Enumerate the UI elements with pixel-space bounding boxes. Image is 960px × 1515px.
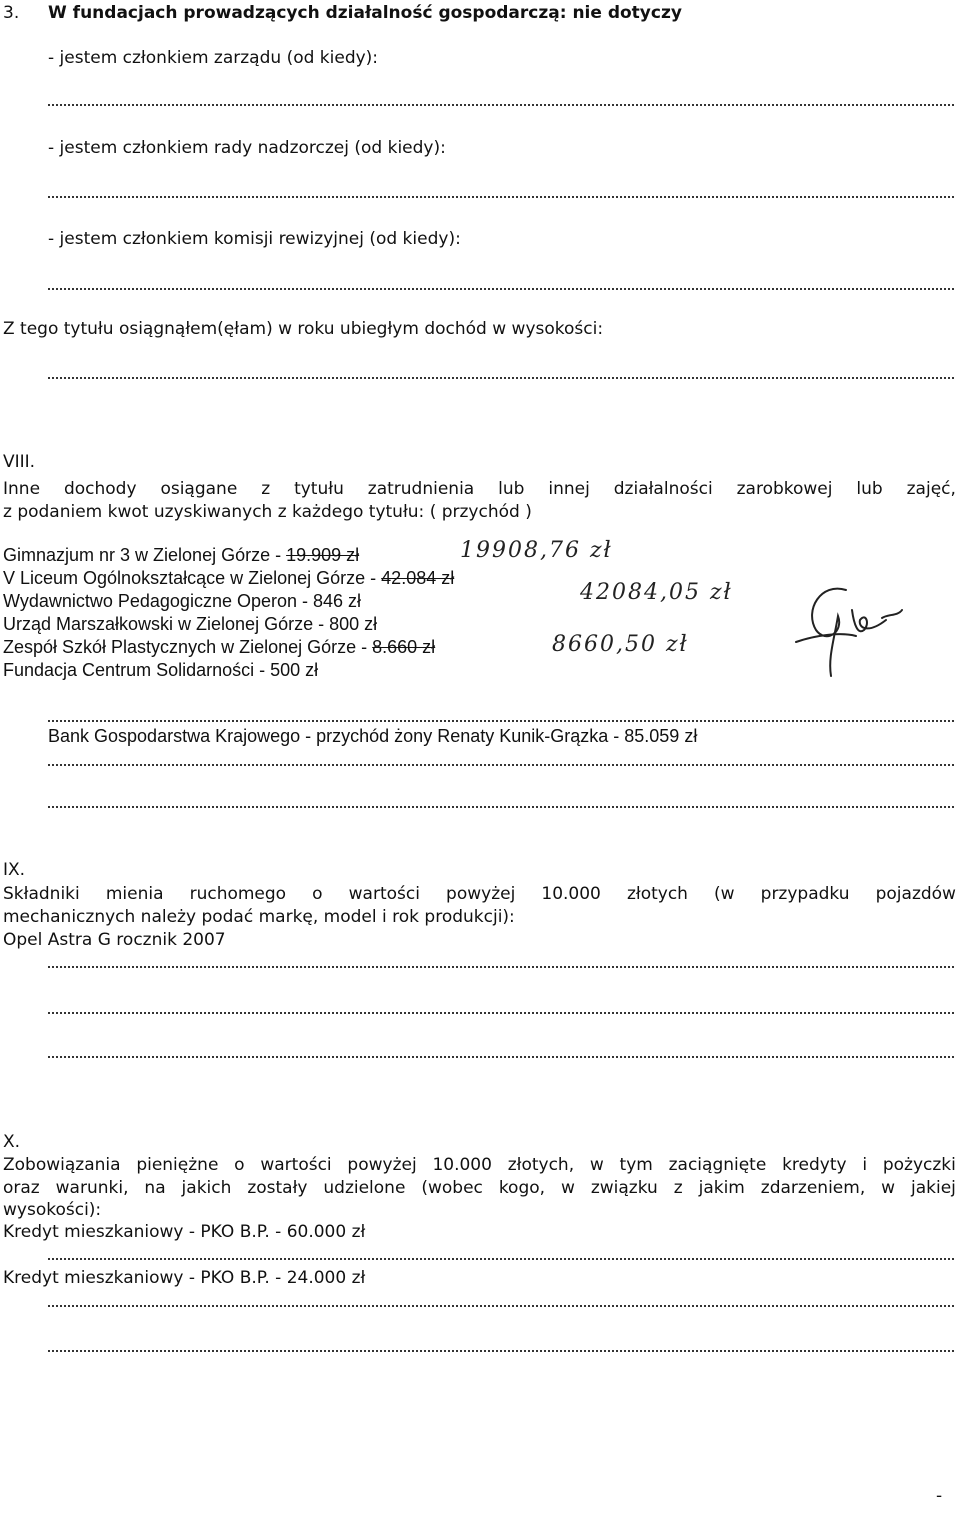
word: kogo, — [498, 1178, 546, 1198]
section-10-line2 — [3, 1178, 956, 1198]
word: Inne — [3, 479, 41, 499]
word: (wobec — [421, 1178, 483, 1198]
signature-image — [786, 580, 906, 690]
section-9-value: Opel Astra G rocznik 2007 — [3, 930, 226, 950]
fill-line — [48, 377, 954, 379]
handwritten-correction: 42084,05 zł — [580, 580, 733, 605]
word: jakim — [698, 1178, 745, 1198]
spouse-income: Bank Gospodarstwa Krajowego - przychód żony Renaty Kunik-Grązka - 85.059 zł — [48, 726, 698, 746]
fill-line — [48, 1012, 954, 1014]
word: warunki, — [55, 1178, 129, 1198]
struck-amount: 8.660 zł — [372, 637, 436, 657]
struck-amount: 42.084 zł — [381, 568, 455, 588]
word: związku — [590, 1178, 658, 1198]
word: osiągane — [160, 479, 238, 499]
page-end-mark: - — [936, 1486, 943, 1506]
fill-line — [48, 196, 954, 198]
section-9-line1 — [3, 884, 956, 904]
word: kredyty — [782, 1155, 847, 1175]
word: ruchomego — [189, 884, 287, 904]
section-10-line1 — [3, 1155, 956, 1175]
struck-amount: 19.909 zł — [286, 545, 360, 565]
income-entry: Wydawnictwo Pedagogiczne Operon - 846 zł — [3, 591, 362, 611]
section-9-number: IX. — [3, 860, 26, 880]
word: pożyczki — [882, 1155, 956, 1175]
word: mienia — [105, 884, 164, 904]
fill-line — [48, 1305, 954, 1307]
credit-entry: Kredyt mieszkaniowy - PKO B.P. - 24.000 zł — [3, 1268, 366, 1288]
section-3-heading: W fundacjach prowadzących działalność gospodarczą: nie dotyczy — [48, 3, 682, 23]
word: wartości — [260, 1155, 332, 1175]
word: o — [234, 1155, 245, 1175]
fill-line — [48, 806, 954, 808]
section-8-number: VIII. — [3, 452, 36, 472]
section-3-number: 3. — [3, 3, 20, 23]
word: 10.000 — [432, 1155, 492, 1175]
word: powyżej — [446, 884, 516, 904]
section-8-intro-line2: z podaniem kwot uzyskiwanych z każdego tytułu: ( przychód ) — [3, 502, 532, 522]
word: na — [144, 1178, 166, 1198]
word: dochody — [63, 479, 137, 499]
word: zaciągnięte — [668, 1155, 767, 1175]
income-entry — [3, 637, 435, 657]
word: zajęć, — [906, 479, 956, 499]
word: 10.000 — [541, 884, 601, 904]
word: zdarzeniem, — [760, 1178, 866, 1198]
entry-text: Gimnazjum nr 3 w Zielonej Górze - — [3, 545, 287, 565]
word: tytułu — [294, 479, 344, 499]
word: w — [881, 1178, 896, 1198]
word: lub — [498, 479, 525, 499]
handwritten-correction: 8660,50 zł — [552, 632, 689, 657]
section-10-number: X. — [3, 1132, 21, 1152]
word: z — [673, 1178, 683, 1198]
income-entry: Urząd Marszałkowski w Zielonej Górze - 800 zł — [3, 614, 378, 634]
word: wartości — [348, 884, 420, 904]
fill-line — [48, 1350, 954, 1352]
fill-line — [48, 966, 954, 968]
word: tym — [619, 1155, 653, 1175]
word: działalności — [613, 479, 713, 499]
fill-line — [48, 288, 954, 290]
word: zarobkowej — [736, 479, 833, 499]
word: zatrudnienia — [367, 479, 475, 499]
income-entry — [3, 545, 359, 565]
fill-line — [48, 764, 954, 766]
word: powyżej — [347, 1155, 417, 1175]
income-entry: Fundacja Centrum Solidarności - 500 zł — [3, 660, 319, 680]
section-3-item-supervisory: - jestem członkiem rady nadzorczej (od kiedy): — [48, 138, 446, 158]
word: pieniężne — [136, 1155, 219, 1175]
fill-line — [48, 720, 954, 722]
fill-line — [48, 104, 954, 106]
credit-entry: Kredyt mieszkaniowy - PKO B.P. - 60.000 zł — [3, 1222, 366, 1242]
word: innej — [548, 479, 590, 499]
word: (w — [714, 884, 735, 904]
word: jakiej — [910, 1178, 956, 1198]
word: udzielone — [323, 1178, 406, 1198]
section-10-line3: wysokości): — [3, 1200, 102, 1220]
word: przypadku — [760, 884, 850, 904]
word: Zobowiązania — [3, 1155, 121, 1175]
section-9-line2: mechanicznych należy podać markę, model i rok produkcji): — [3, 907, 515, 927]
fill-line — [48, 1056, 954, 1058]
section-3-item-audit: - jestem członkiem komisji rewizyjnej (od kiedy): — [48, 229, 461, 249]
word: zostały — [247, 1178, 308, 1198]
entry-text: Zespół Szkół Plastycznych w Zielonej Górze - — [3, 637, 373, 657]
word: i — [862, 1155, 868, 1175]
section-3-item-board: - jestem członkiem zarządu (od kiedy): — [48, 48, 379, 68]
section-3-income: Z tego tytułu osiągnąłem(ęłam) w roku ubiegłym dochód w wysokości: — [3, 319, 604, 339]
word: Składniki — [3, 884, 80, 904]
word: jakich — [181, 1178, 232, 1198]
word: oraz — [3, 1178, 40, 1198]
section-8-intro-line1 — [3, 479, 956, 499]
income-entry — [3, 568, 454, 588]
fill-line — [48, 1258, 954, 1260]
handwritten-correction: 19908,76 zł — [460, 538, 613, 563]
word: o — [312, 884, 323, 904]
word: złotych — [626, 884, 688, 904]
word: w — [589, 1155, 604, 1175]
word: pojazdów — [875, 884, 956, 904]
word: w — [560, 1178, 575, 1198]
word: złotych, — [507, 1155, 575, 1175]
word: z — [261, 479, 271, 499]
word: lub — [856, 479, 883, 499]
entry-text: V Liceum Ogólnokształcące w Zielonej Górze - — [3, 568, 382, 588]
